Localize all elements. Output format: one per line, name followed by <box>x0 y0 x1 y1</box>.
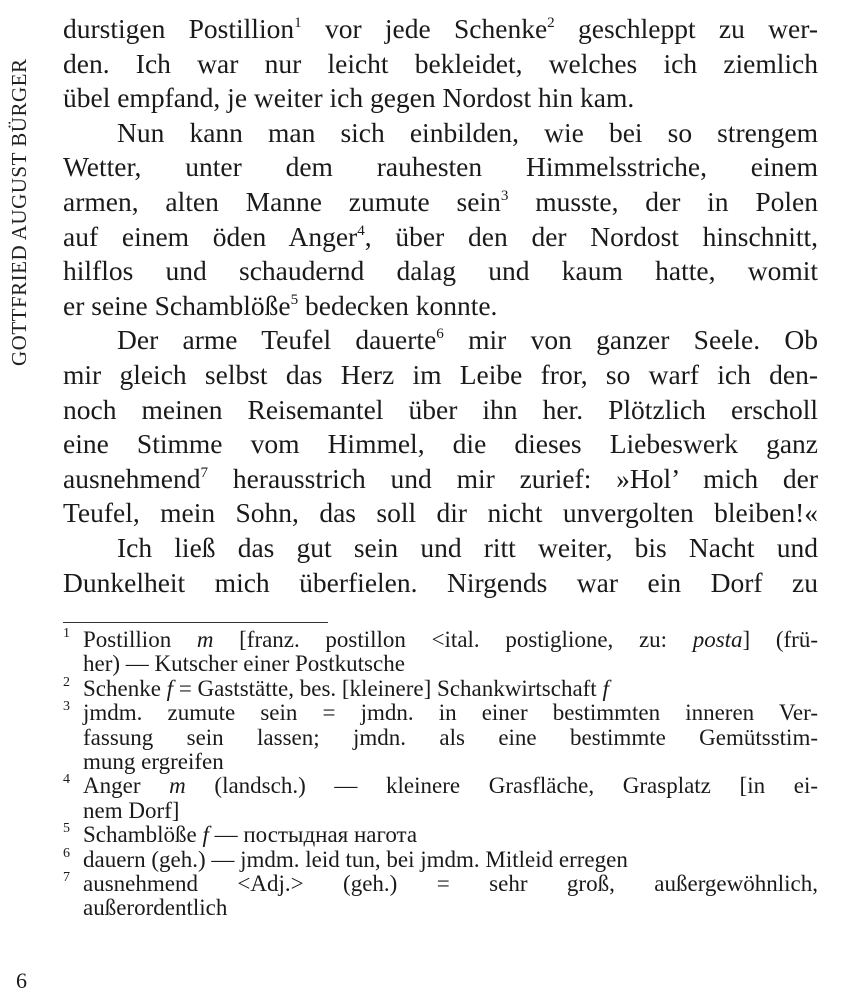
footnote-number: 3 <box>63 699 70 715</box>
footnote-reference[interactable]: 1 <box>294 15 302 32</box>
text-run: fassung sein lassen; jmdn. als eine bestimmte Gemütsstim- <box>83 724 818 750</box>
text-line <box>63 185 818 220</box>
text-run: , über den der Nordost hinschnitt, <box>364 220 818 252</box>
text-line <box>63 220 818 255</box>
footnote-line <box>83 750 818 774</box>
text-line <box>63 12 818 47</box>
italic-text: f <box>202 822 209 848</box>
text-run: auf einem öden Anger <box>63 220 358 252</box>
footnote-reference[interactable]: 2 <box>547 15 555 32</box>
text-run: Ich ließ das gut sein und ritt weiter, bis Nacht und <box>117 531 818 563</box>
italic-text: m <box>196 627 214 652</box>
text-run: ] (frü- <box>742 627 818 652</box>
text-line <box>63 531 818 566</box>
text-line <box>63 47 818 82</box>
footnote-separator-rule <box>63 622 328 623</box>
text-run: den. Ich war nur leicht bekleidet, welches ich ziemlich <box>63 47 818 79</box>
text-run: bedecken konnte. <box>298 289 498 321</box>
text-run: musste, der in Polen <box>508 185 818 217</box>
footnote-line <box>83 848 818 872</box>
text-run: außerordentlich <box>83 895 228 921</box>
footnote-number: 5 <box>63 821 70 837</box>
footnote-line <box>83 774 818 798</box>
footnote-number: 6 <box>63 845 70 861</box>
text-run: er seine Schamblöße <box>63 289 291 321</box>
text-run: mir von ganzer Seele. Ob <box>443 324 818 356</box>
text-run: nem Dorf] <box>83 797 180 823</box>
footnote-number: 7 <box>63 870 70 886</box>
footnote-reference[interactable]: 5 <box>290 291 299 308</box>
text-line <box>63 81 818 116</box>
text-line <box>63 358 818 393</box>
text-run: = Gaststätte, bes. [kleinere] Schankwirtschaft <box>173 675 603 701</box>
text-line <box>63 289 818 324</box>
italic-text: f <box>602 675 609 701</box>
footnote-line <box>83 872 818 896</box>
footnotes-section <box>63 628 818 921</box>
footnote-line <box>83 726 818 750</box>
text-run: (landsch.) — kleinere Grasfläche, Grasplatz [in ei- <box>185 773 818 799</box>
text-run: Teufel, mein Sohn, das soll dir nicht unvergolten bleiben!« <box>63 497 818 529</box>
page-number: 6 <box>16 968 27 993</box>
footnote-item <box>63 628 818 677</box>
text-run: Schamblöße <box>83 822 203 848</box>
footnote-line <box>83 628 818 652</box>
text-run: noch meinen Reisemantel über ihn her. Plötzlich erscholl <box>63 393 818 425</box>
text-run: Nun kann man sich einbilden, wie bei so strengem <box>117 116 818 148</box>
text-run: Postillion <box>83 627 197 652</box>
text-run: Dunkelheit mich überfielen. Nirgends war ein Dorf zu <box>63 566 818 598</box>
text-line <box>63 462 818 497</box>
footnote-number: 4 <box>63 772 70 788</box>
footnote-line <box>83 677 818 701</box>
italic-text: f <box>166 675 174 701</box>
text-run: Wetter, unter dem rauhesten Himmelsstriche, einem <box>63 151 818 183</box>
footnote-item <box>63 674 818 701</box>
text-run: herausstrich und mir zurief: »Hol’ mich der <box>208 462 818 494</box>
running-head-author: GOTTFRIED AUGUST BÜRGER <box>7 58 31 366</box>
footnote-item <box>63 774 818 823</box>
text-run: ausnehmend <box>63 462 201 494</box>
text-line <box>63 427 818 462</box>
text-run: mung ergreifen <box>83 749 224 775</box>
text-run: durstigen Postillion <box>63 13 295 44</box>
text-run: her) — Kutscher einer Postkutsche <box>83 651 405 677</box>
text-run: jmdm. zumute sein = jmdn. in einer bestimmten inneren Ver- <box>83 700 818 726</box>
text-run: übel empfand, je weiter ich gegen Nordost hin kam. <box>63 82 635 114</box>
footnote-reference[interactable]: 4 <box>357 222 365 239</box>
footnote-item <box>63 701 818 774</box>
main-body-text <box>63 12 818 600</box>
footnote-item <box>63 845 818 872</box>
text-run: armen, alten Manne zumute sein <box>63 185 501 217</box>
footnote-reference[interactable]: 6 <box>436 326 444 343</box>
footnote-line <box>83 823 818 847</box>
footnote-reference[interactable]: 3 <box>500 188 509 205</box>
text-run: mir gleich selbst das Herz im Leibe fror, so warf ich den- <box>63 358 818 390</box>
text-line <box>63 150 818 185</box>
italic-text: m <box>169 773 186 799</box>
text-run: [franz. postillon <ital. postiglione, zu: <box>213 627 693 652</box>
footnote-line <box>83 799 818 823</box>
text-run: geschleppt zu wer- <box>554 13 819 44</box>
text-run: vor jede Schenke <box>301 13 548 44</box>
text-line <box>63 393 818 428</box>
footnote-item <box>63 872 818 921</box>
text-run: Anger <box>83 773 170 799</box>
footnote-number: 2 <box>63 674 70 690</box>
footnote-item <box>63 823 818 847</box>
text-run: Schenke <box>83 675 167 701</box>
footnote-line <box>83 701 818 725</box>
text-line <box>63 116 818 151</box>
text-run: dauern (geh.) — jmdm. leid tun, bei jmdm. Mitleid erregen <box>83 846 628 872</box>
italic-text: posta <box>692 627 743 652</box>
text-line <box>63 323 818 358</box>
footnote-line <box>83 652 818 676</box>
text-line <box>63 496 818 531</box>
text-run: eine Stimme vom Himmel, die dieses Liebeswerk ganz <box>63 428 818 460</box>
text-line <box>63 566 818 601</box>
footnote-line <box>83 896 818 920</box>
footnote-reference[interactable]: 7 <box>200 464 209 481</box>
text-line <box>63 254 818 289</box>
footnote-number: 1 <box>63 626 70 641</box>
text-run: Der arme Teufel dauerte <box>117 324 437 356</box>
text-run: — постыдная нагота <box>208 822 418 848</box>
text-run: ausnehmend <Adj.> (geh.) = sehr groß, außergewöhnlich, <box>83 871 818 897</box>
text-run: hilflos und schaudernd dalag und kaum hatte, womit <box>63 255 818 287</box>
